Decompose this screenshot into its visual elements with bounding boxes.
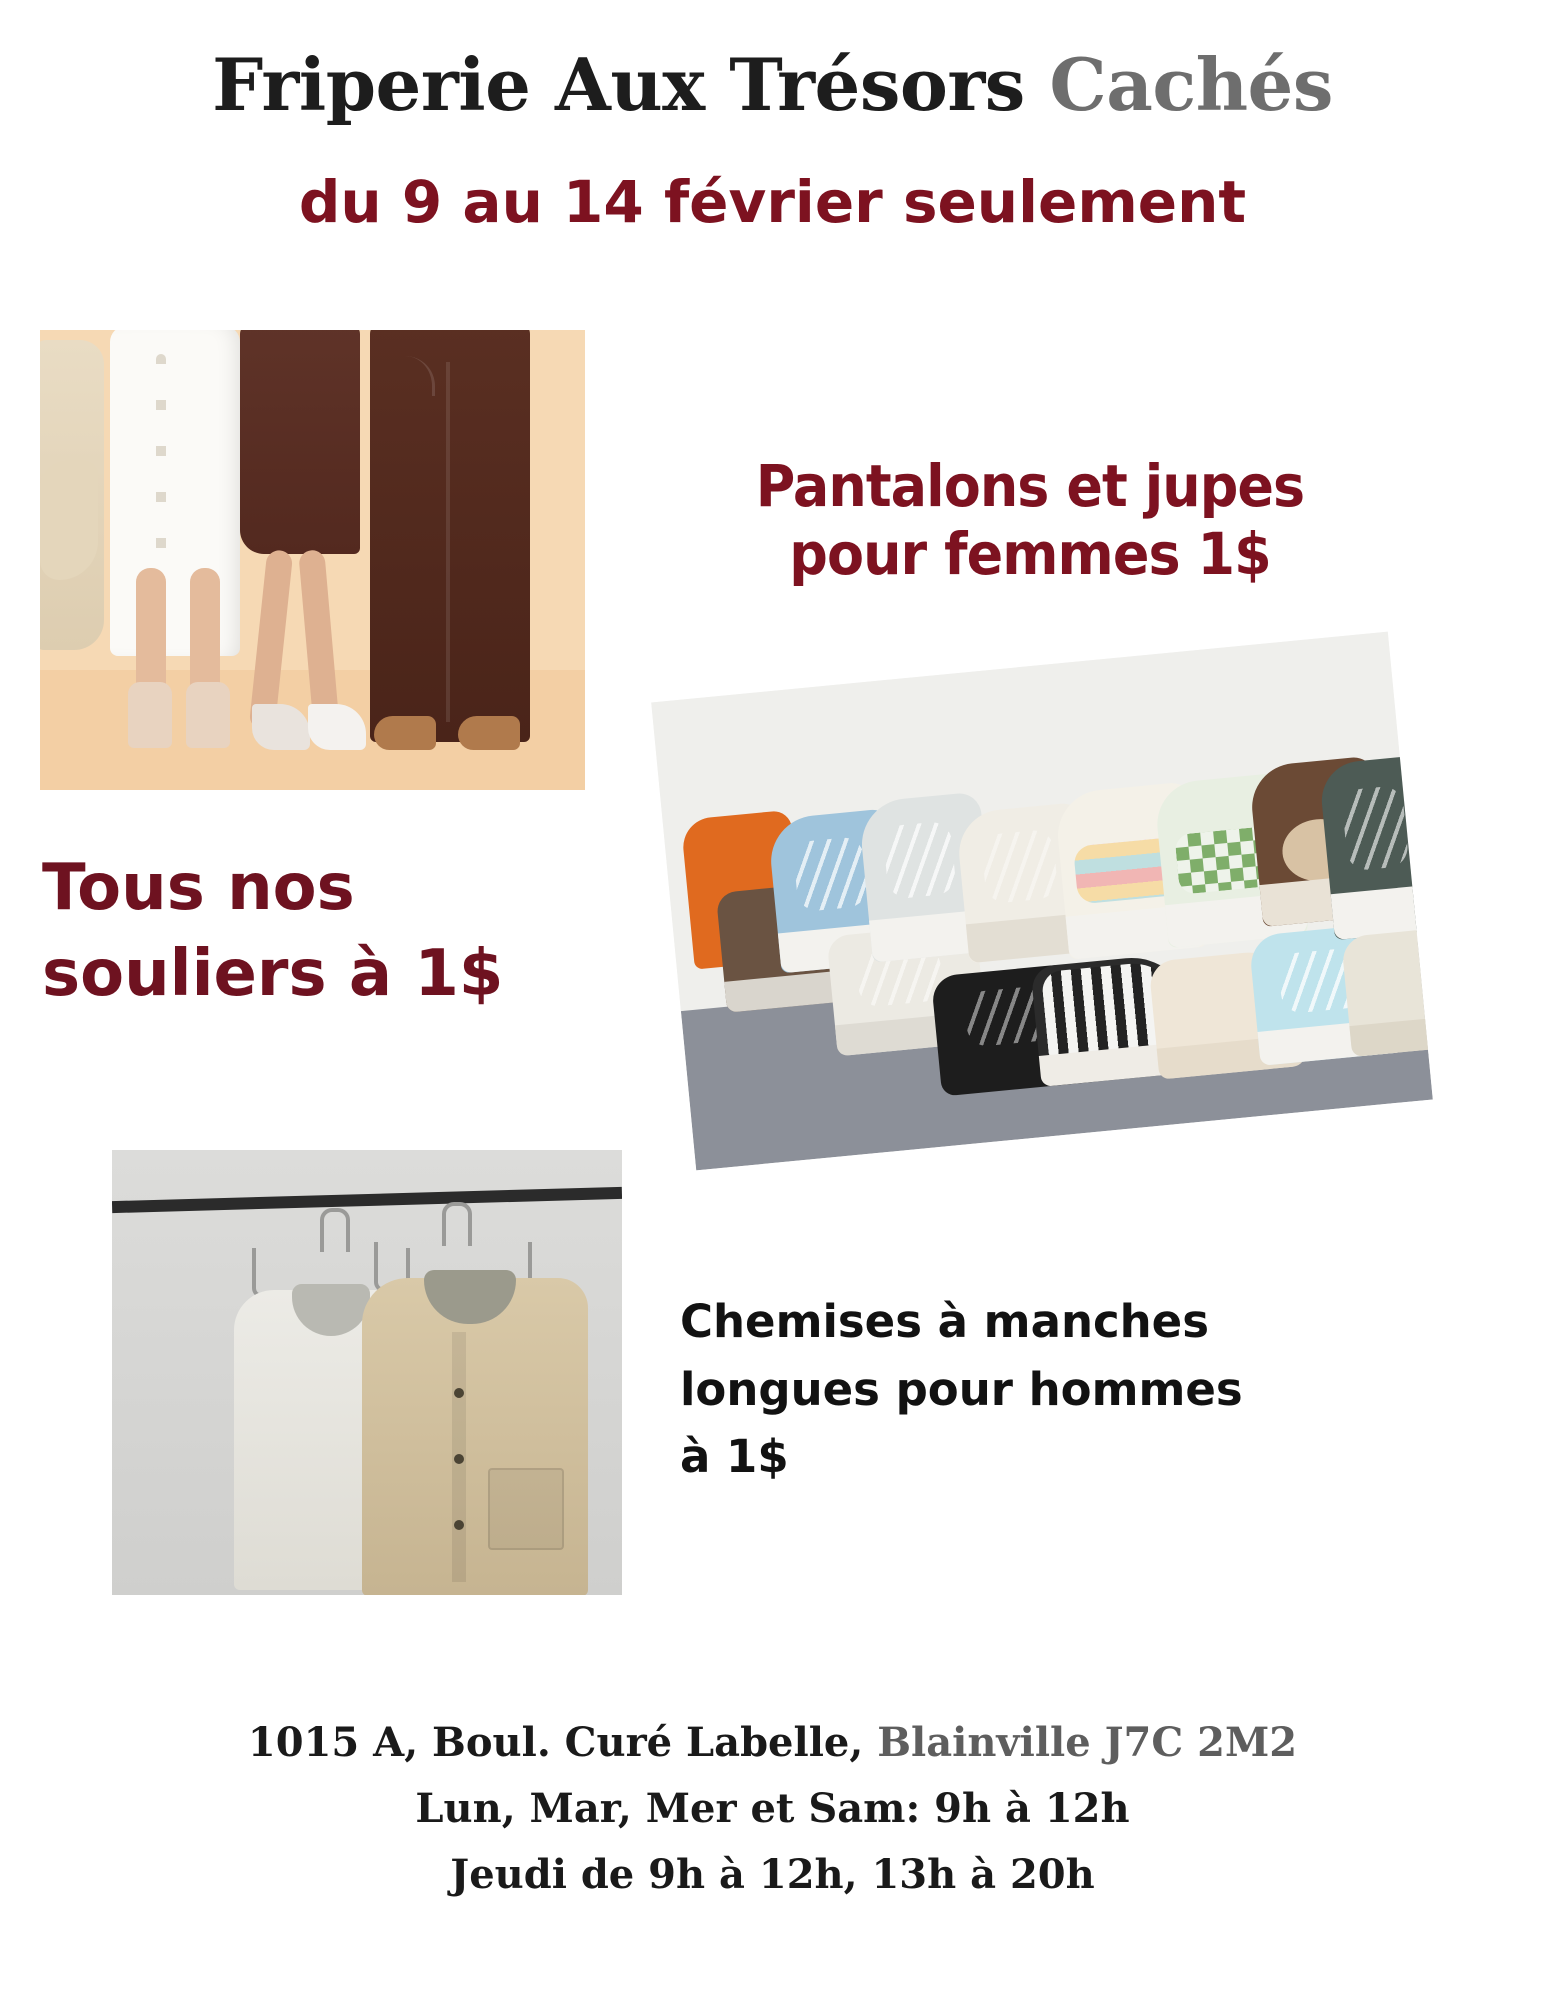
beige-coat-shape [40,340,104,650]
photo-women-pants [40,330,585,790]
white-skirt-shape [110,330,240,656]
store-hours-thursday: Jeudi de 9h à 12h, 13h à 20h [450,1851,1095,1898]
store-hours-weekdays: Lun, Mar, Mer et Sam: 9h à 12h [415,1785,1130,1832]
leg-shape [136,568,166,698]
page-title [0,42,1545,127]
offer-shoes-line-2: souliers à 1$ [42,937,504,1012]
store-info [0,1710,1545,1908]
page-title-secondary: Cachés [1024,42,1333,127]
beige-jacket-shape [362,1278,588,1595]
offer-pants-skirts [714,452,1346,589]
jacket-button [454,1388,464,1398]
shoe-dark-green-sneaker [1318,754,1433,940]
offer-pants-line-1: Pantalons et jupes [755,452,1305,520]
store-address-city: Blainville J7C 2M2 [877,1719,1298,1766]
jacket-button [454,1520,464,1530]
leg-shape [190,568,220,698]
brown-shoe-shape [458,716,520,750]
jacket-pocket [488,1468,564,1550]
brown-skirt-shape [240,330,360,554]
store-address-street: 1015 A, Boul. Curé Labelle, [247,1719,864,1766]
photo-shoes-row [651,632,1433,1171]
offer-pants-line-2: pour femmes 1$ [789,520,1271,589]
offer-shirts: Chemises à manches longues pour hommes à 1$ [680,1295,1243,1483]
store-address [0,1710,1545,1776]
promo-dates: du 9 au 14 février seulement [298,168,1247,236]
jacket-button [454,1454,464,1464]
boot-shape [128,682,172,748]
offer-shoes [42,845,662,1018]
boot-shape [186,682,230,748]
offer-shoes-line-1: Tous nos [42,851,355,925]
brown-wide-pants-shape [370,330,530,742]
shoe-cream-flat [1341,926,1433,1057]
brown-shoe-shape [374,716,436,750]
photo-hanging-shirts [112,1150,622,1595]
pants-pocket-shape [388,356,435,396]
page-title-primary: Friperie Aux Trésors [212,42,1025,127]
